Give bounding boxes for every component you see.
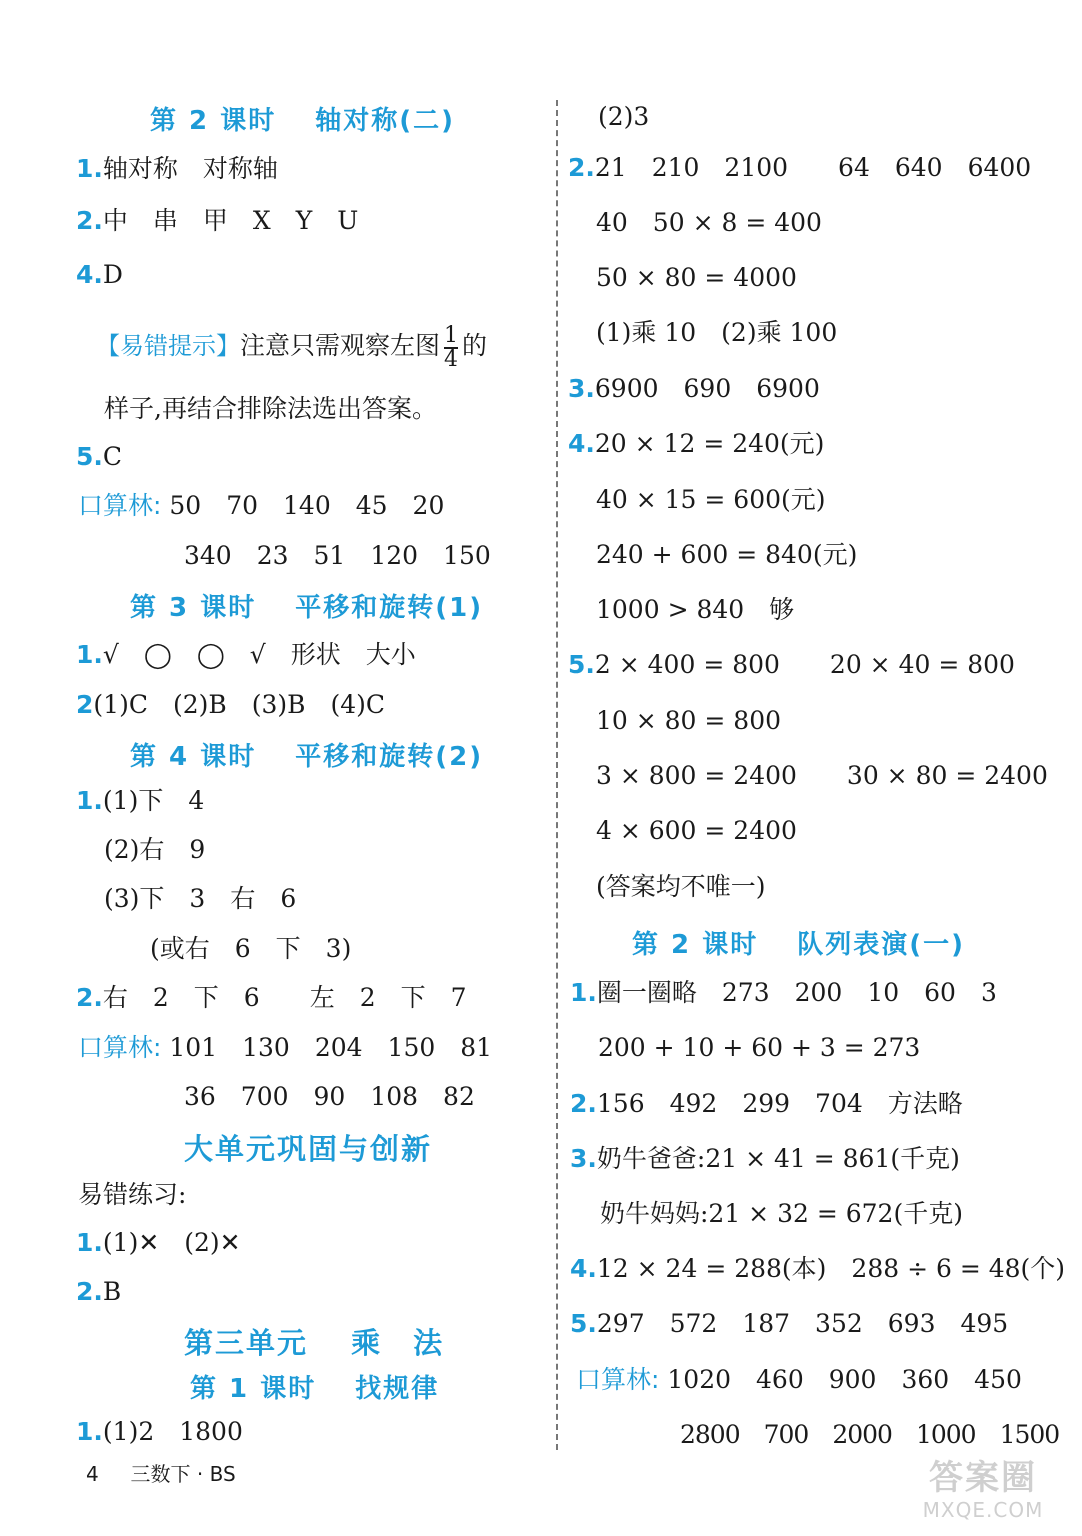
answer-text: √ ◯ ◯ √ 形状 大小 [102, 640, 416, 669]
error-tip [96, 322, 487, 371]
question-number: 1. [76, 1228, 103, 1257]
answer-text: 轴对称 对称轴 [102, 154, 278, 183]
question-number: 3. [570, 1144, 597, 1173]
answer-line [76, 640, 416, 670]
answer-line [76, 983, 467, 1013]
answer-text: (或右 6 下 3) [150, 934, 352, 963]
question-number: 2 [76, 690, 94, 719]
answer-note: (答案均不唯一) [596, 872, 766, 901]
answer-line [570, 1144, 960, 1174]
question-number: 2. [568, 153, 595, 182]
answer-line [570, 1089, 963, 1119]
question-number: 1. [76, 640, 103, 669]
answer-line [568, 429, 824, 459]
question-number: 1. [76, 786, 103, 815]
answer-text: 1000 > 840 够 [596, 595, 795, 624]
answer-text: 20 × 12 = 240(元) [594, 429, 825, 458]
section-heading-unit-review: 大单元巩固与创新 [184, 1132, 433, 1166]
answer-text: 50 × 80 = 4000 [596, 263, 797, 292]
watermark-logo [898, 1458, 1068, 1528]
section-heading-lesson2-queue-performance: 第 2 课时 队列表演(一) [632, 930, 966, 960]
answer-text: (2)右 9 [104, 835, 206, 864]
oral-calc-label: 口算林: [78, 491, 162, 520]
answer-line [568, 650, 1015, 680]
answer-text: D [102, 260, 123, 289]
answer-line [570, 1254, 1065, 1284]
answer-line [568, 374, 820, 404]
question-number: 2. [76, 1277, 103, 1306]
answer-text: (1)2 1800 [102, 1417, 243, 1446]
oral-calc-values: 36 700 90 108 82 [184, 1082, 475, 1111]
answer-text: 240 + 600 = 840(元) [596, 540, 858, 569]
fraction-denominator: 4 [444, 346, 459, 372]
answer-text: 圈一圈略 273 200 10 60 3 [596, 978, 997, 1007]
question-number: 5. [568, 650, 595, 679]
column-divider [556, 100, 558, 1450]
error-practice-label: 易错练习: [78, 1180, 187, 1209]
page-footer [86, 1462, 236, 1486]
answer-line [76, 260, 123, 290]
answer-text: 4 × 600 = 2400 [596, 816, 797, 845]
answer-text: 3 × 800 = 2400 30 × 80 = 2400 [596, 761, 1048, 790]
answer-text: 40 50 × 8 = 400 [596, 208, 822, 237]
error-tip-continued: 样子,再结合排除法选出答案。 [104, 394, 437, 423]
oral-calc-row [78, 1033, 492, 1063]
question-number: 4. [570, 1254, 597, 1283]
answer-text: 6900 690 6900 [594, 374, 820, 403]
question-number: 1. [76, 154, 103, 183]
page-number: 4 [86, 1462, 99, 1486]
question-number: 1. [570, 978, 597, 1007]
section-heading-unit3-multiplication: 第三单元 乘 法 [184, 1326, 445, 1360]
answer-text: 200 + 10 + 60 + 3 = 273 [598, 1033, 921, 1062]
answer-text: 40 × 15 = 600(元) [596, 485, 826, 514]
book-title: 三数下 · BS [130, 1462, 236, 1486]
answer-line [76, 442, 122, 472]
fraction-one-quarter [444, 322, 459, 372]
error-tip-text-end: 的 [462, 331, 488, 360]
answer-line [76, 1228, 241, 1258]
question-number: 2. [76, 983, 103, 1012]
error-tip-label: 【易错提示】 [96, 332, 240, 360]
oral-calc-row [78, 491, 444, 521]
question-number: 4. [568, 429, 595, 458]
question-number: 5. [570, 1309, 597, 1338]
answer-text: (2)3 [598, 102, 650, 131]
question-number: 3. [568, 374, 595, 403]
fraction-numerator: 1 [444, 322, 459, 348]
oral-calc-label: 口算林: [576, 1365, 660, 1394]
answer-text: (1)✕ (2)✕ [102, 1228, 241, 1257]
question-number: 2. [76, 206, 103, 235]
section-heading-lesson2-axial-symmetry: 第 2 课时 轴对称(二) [150, 106, 456, 136]
answer-text: C [102, 442, 123, 471]
answer-text: (1)乘 10 (2)乘 100 [596, 318, 838, 347]
answer-text: 奶牛妈妈:21 × 32 = 672(千克) [600, 1199, 963, 1228]
question-number: 5. [76, 442, 103, 471]
answer-line [76, 690, 385, 720]
oral-calc-values: 50 70 140 45 20 [169, 491, 445, 520]
oral-calc-values: 101 130 204 150 81 [169, 1033, 493, 1062]
answer-text: 156 492 299 704 方法略 [596, 1089, 963, 1118]
oral-calc-row [576, 1365, 1022, 1395]
answer-line [76, 786, 204, 816]
answer-text: 奶牛爸爸:21 × 41 = 861(千克) [596, 1144, 960, 1173]
answer-text: (1)C (2)B (3)B (4)C [93, 690, 386, 719]
watermark-text: 答案圈 [929, 1458, 1037, 1498]
answer-text: 2 × 400 = 800 20 × 40 = 800 [594, 650, 1015, 679]
answer-text: 10 × 80 = 800 [596, 706, 782, 735]
answer-text: 21 210 2100 64 640 6400 [594, 153, 1032, 182]
answer-text: 中 串 甲 X Y U [102, 206, 359, 235]
answer-text: (1)下 4 [102, 786, 205, 815]
answer-line [76, 206, 358, 236]
answer-line [76, 1277, 121, 1307]
answer-line [570, 1309, 1008, 1339]
watermark-url: MXQE.COM [922, 1498, 1044, 1522]
answer-text: 12 × 24 = 288(本) 288 ÷ 6 = 48(个) [596, 1254, 1066, 1283]
oral-calc-values: 1020 460 900 360 450 [667, 1365, 1022, 1394]
oral-calc-values: 340 23 51 120 150 [184, 541, 491, 570]
section-heading-lesson4-translation-rotation: 第 4 课时 平移和旋转(2) [130, 742, 484, 772]
oral-calc-label: 口算林: [78, 1033, 162, 1062]
answer-text: 右 2 下 6 左 2 下 7 [102, 983, 467, 1012]
answer-text: B [102, 1277, 122, 1306]
answer-line [570, 978, 997, 1008]
question-number: 1. [76, 1417, 103, 1446]
answer-text: (3)下 3 右 6 [104, 884, 297, 913]
answer-text: 297 572 187 352 693 495 [596, 1309, 1009, 1338]
oral-calc-values: 2800 700 2000 1000 1500 [680, 1420, 1060, 1449]
answer-line [76, 154, 278, 184]
question-number: 2. [570, 1089, 597, 1118]
question-number: 4. [76, 260, 103, 289]
section-heading-lesson1-find-pattern: 第 1 课时 找规律 [190, 1374, 440, 1404]
error-tip-text: 注意只需观察左图 [240, 331, 441, 360]
answer-line [76, 1417, 243, 1447]
section-heading-lesson3-translation-rotation: 第 3 课时 平移和旋转(1) [130, 593, 484, 623]
answer-line [568, 153, 1031, 183]
